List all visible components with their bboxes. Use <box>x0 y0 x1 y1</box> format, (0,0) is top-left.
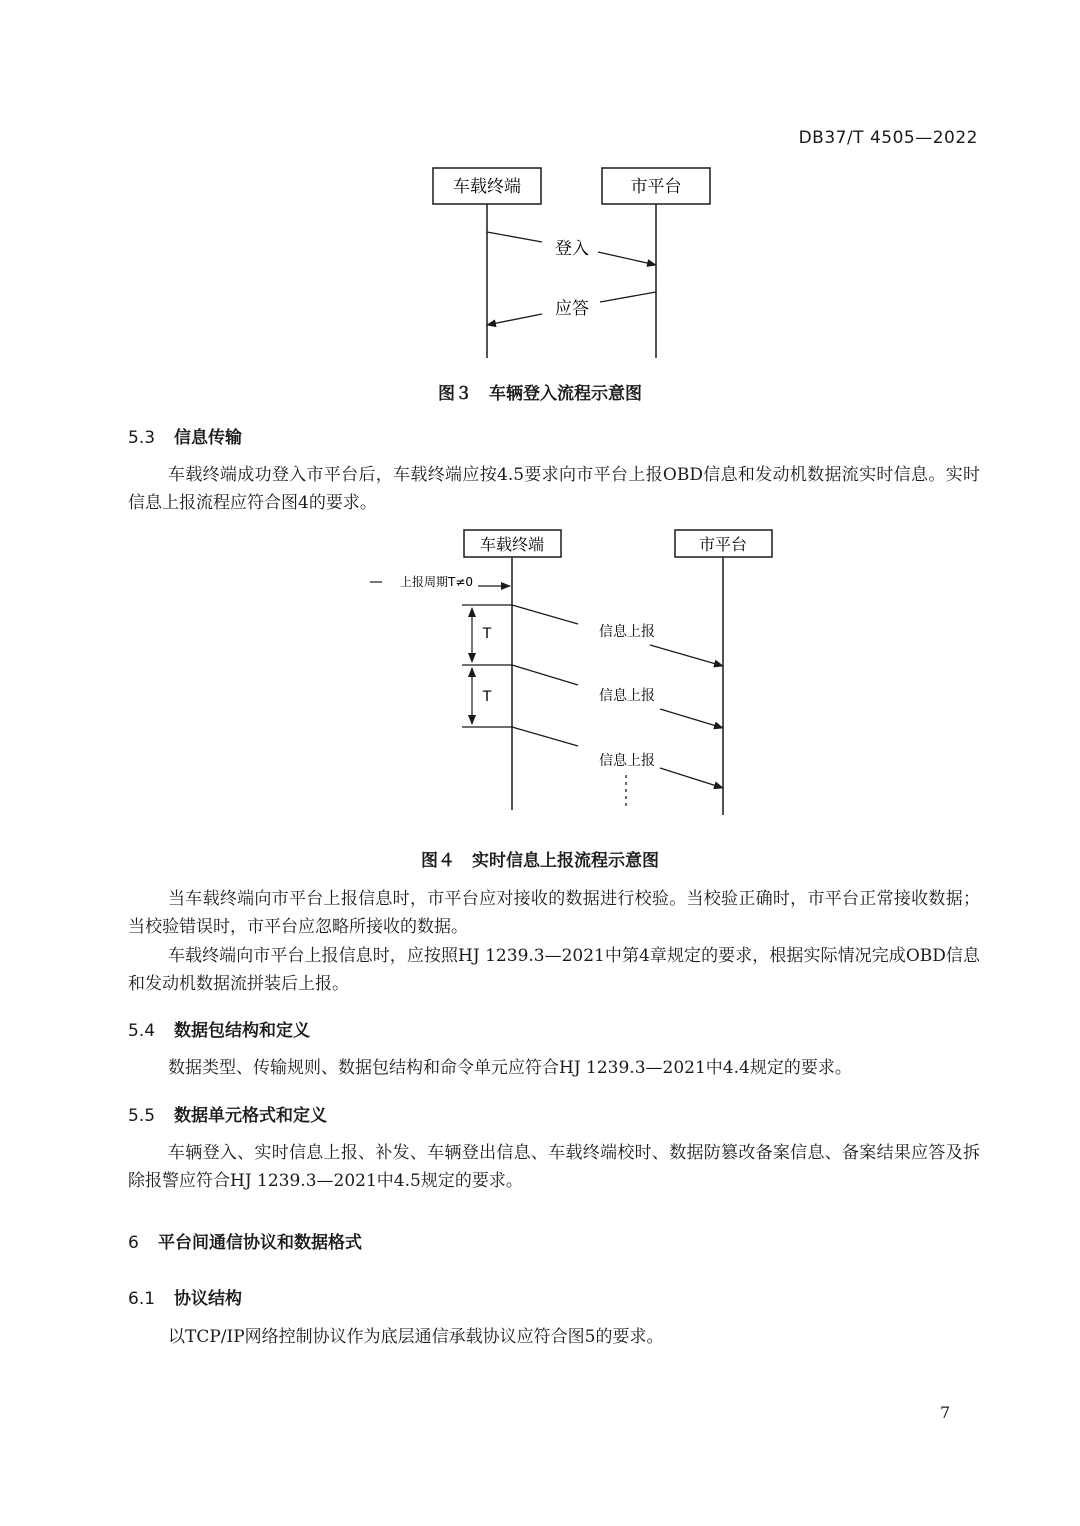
figure-3-diagram <box>0 0 1080 380</box>
section-5-4-heading <box>128 1016 310 1041</box>
fig4-msg1-line-a <box>512 605 578 624</box>
fig4-t2: T <box>482 689 492 705</box>
figure-3-caption: 图３ 车辆登入流程示意图 <box>438 384 642 404</box>
fig4-actor-right: 市平台 <box>698 535 748 554</box>
section-5-3-paragraph-1: 车载终端成功登入市平台后，车载终端应按4.5要求向市平台上报OBD信息和发动机数据流实时信息。实时信息上报流程应符合图4的要求。 <box>128 465 980 513</box>
fig4-t1: T <box>482 626 492 642</box>
fig3-msg-login: 登入 <box>555 239 589 259</box>
figure-4-caption: 图４ 实时信息上报流程示意图 <box>421 851 659 871</box>
fig4-msg1: 信息上报 <box>599 624 655 640</box>
section-number: 5.5 <box>128 1106 156 1126</box>
fig3-actor-right: 市平台 <box>630 177 682 197</box>
fig3-login-arrow <box>598 252 656 265</box>
section-5-5-heading <box>128 1101 327 1126</box>
section-6-1-heading <box>128 1284 242 1309</box>
fig4-period-label: 上报周期T≠0 <box>400 575 474 589</box>
section-title: 平台间通信协议和数据格式 <box>158 1233 362 1253</box>
fig4-msg1-arrow <box>650 645 723 666</box>
document-code: DB37/T 4505—2022 <box>798 128 978 148</box>
page-number: 7 <box>940 1403 951 1422</box>
section-5-4-paragraph: 数据类型、传输规则、数据包结构和命令单元应符合HJ 1239.3—2021中4.4规定的要求。 <box>168 1058 852 1078</box>
figure-4-diagram <box>0 520 1080 830</box>
fig4-msg2: 信息上报 <box>599 688 655 704</box>
fig4-msg2-arrow <box>660 709 723 728</box>
fig4-msg3-arrow <box>660 768 723 788</box>
fig3-msg-reply: 应答 <box>555 299 589 319</box>
section-number: 6.1 <box>128 1289 156 1309</box>
fig4-msg3: 信息上报 <box>599 753 655 769</box>
section-5-3-heading <box>128 423 242 448</box>
section-6-1-paragraph: 以TCP/IP网络控制协议作为底层通信承载协议应符合图5的要求。 <box>168 1327 664 1347</box>
fig3-reply-line-a <box>600 292 656 302</box>
section-title: 信息传输 <box>174 428 242 448</box>
fig4-actor-left: 车载终端 <box>479 535 545 554</box>
section-number: 6 <box>128 1233 139 1253</box>
section-title: 协议结构 <box>174 1289 242 1309</box>
section-5-3-paragraph-3: 车载终端向市平台上报信息时，应按照HJ 1239.3—2021中第4章规定的要求，根据实际情况完成OBD信息和发动机数据流拼装后上报。 <box>128 946 980 994</box>
section-title: 数据包结构和定义 <box>174 1021 310 1041</box>
section-number: 5.3 <box>128 428 156 448</box>
section-title: 数据单元格式和定义 <box>174 1106 327 1126</box>
fig3-reply-arrow <box>487 314 542 325</box>
section-6-heading <box>128 1228 362 1253</box>
section-5-5-paragraph: 车辆登入、实时信息上报、补发、车辆登出信息、车载终端校时、数据防篡改备案信息、备案结果应答及拆除报警应符合HJ 1239.3—2021中4.5规定的要求。 <box>128 1143 980 1191</box>
section-number: 5.4 <box>128 1021 156 1041</box>
fig4-msg3-line-a <box>512 727 578 746</box>
fig3-actor-left: 车载终端 <box>453 177 521 197</box>
section-5-3-paragraph-2: 当车载终端向市平台上报信息时，市平台应对接收的数据进行校验。当校验正确时，市平台正常接收数据；当校验错误时，市平台应忽略所接收的数据。 <box>128 889 980 937</box>
fig4-msg2-line-a <box>512 665 578 685</box>
fig3-login-line-a <box>487 232 542 242</box>
